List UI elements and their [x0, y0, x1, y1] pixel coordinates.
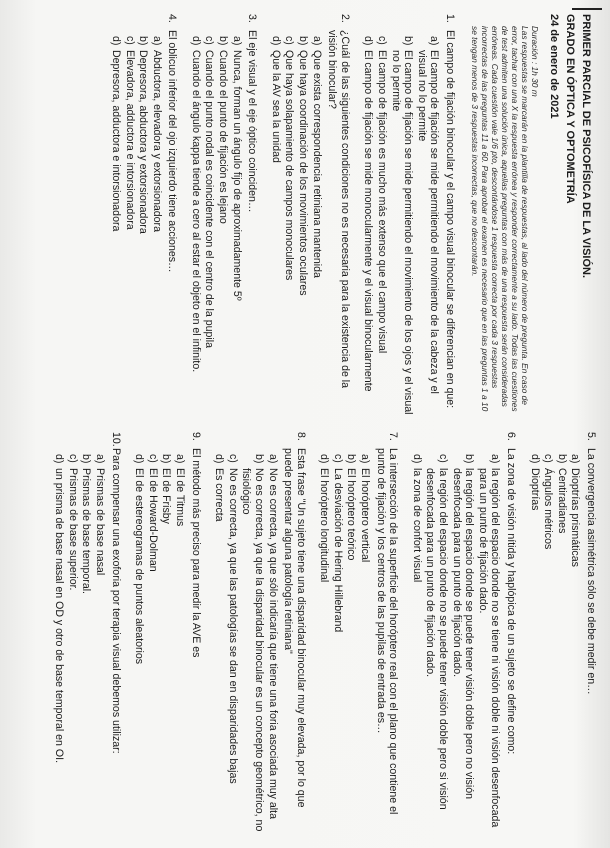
option-text: El campo de fijación es mucho más extenso que el campo visual: [376, 50, 389, 354]
answer-option: [310, 36, 323, 416]
option-letter: b): [137, 36, 150, 46]
question-stem: [584, 432, 597, 834]
option-text: Cuando el punto de fijación es lejano: [217, 50, 230, 224]
question-list-left: [109, 14, 456, 416]
option-text: Que la AV sea la unidad: [269, 50, 282, 163]
option-text: Abductora, elevadora y extorsionadora: [150, 50, 163, 232]
answer-option: [318, 454, 331, 834]
option-letter: a): [94, 454, 106, 464]
option-text: No es correcta, ya que las patologías se dan en disparidades bajas: [226, 468, 239, 784]
option-text: Centiradianes: [555, 468, 568, 534]
answer-option: [160, 454, 173, 834]
question-text: Para compensar una exoforia por terapia visual debemos utilizar:: [109, 448, 122, 754]
answer-option: [389, 36, 414, 416]
option-list: [269, 14, 322, 416]
question: [109, 14, 178, 416]
option-text: Cuando el punto nodal es coincidente con el centro de la pupila: [203, 50, 216, 349]
answer-option: [213, 454, 226, 834]
option-letter: c): [542, 454, 555, 463]
margin-rule: [572, 8, 602, 10]
option-text: El de Frisby: [160, 468, 173, 524]
duration: Duración : 1h 30 m: [530, 26, 540, 97]
question-text: Esta frase "Un sujeto tiene una disparidad binocular muy elevada, por lo que puede presentar alguna patología retiniana": [282, 448, 307, 808]
question-number: 7.: [387, 432, 400, 441]
option-letter: c): [376, 36, 389, 45]
option-letter: b): [463, 454, 476, 464]
option-text: No es correcta, ya que sólo indicaría que tiene una foria asociada muy alta: [266, 468, 279, 819]
option-text: Elevadora, adductora e intorsionadora: [123, 50, 136, 230]
option-letter: c): [66, 454, 79, 463]
left-column: [12, 14, 597, 416]
question-text: El método más preciso para medir la AVE es: [189, 448, 202, 658]
answer-option: [203, 36, 216, 416]
question-text: La convergencia asimétrica sólo se debe medir en…: [585, 448, 597, 695]
option-letter: b): [80, 454, 93, 464]
option-list: [189, 14, 242, 416]
question-number: 3.: [246, 14, 259, 23]
answer-option: [240, 454, 265, 834]
option-letter: c): [226, 454, 239, 463]
answer-option: [137, 36, 150, 416]
option-list: [133, 432, 186, 834]
answer-option: [230, 36, 243, 416]
answer-option: [80, 454, 93, 834]
option-text: Es correcta: [213, 468, 226, 522]
question-text: La intersección de la superficie del horóptero real con el plano que contiene el punto de fijación y los centros de las pupilas de entrada es…: [374, 448, 400, 815]
option-text: la región del espacio donde no se tiene ni visión doble ni visión desenfocada para un punto de fijación dado.: [476, 468, 502, 828]
option-text: Prismas de base superior.: [66, 468, 79, 591]
exam-date: 24 de enero de 2021: [548, 14, 560, 119]
question: [269, 14, 351, 416]
option-text: la región del espacio donde no se puede tener visión doble pero si visión desenfocada para un punto de fijación dado.: [424, 468, 450, 810]
answer-option: [296, 36, 309, 416]
question: [53, 432, 122, 834]
option-letter: b): [297, 36, 310, 46]
question-stem: [166, 14, 179, 416]
answer-option: [410, 454, 423, 834]
answer-option: [133, 454, 146, 834]
question: [410, 432, 517, 834]
option-letter: a): [230, 36, 243, 46]
option-text: Prismas de base temporal.: [80, 468, 93, 595]
answer-option: [375, 36, 388, 416]
option-text: Dioptrías prismáticas: [569, 468, 582, 567]
option-list: [109, 14, 162, 416]
question: [318, 432, 400, 834]
answer-option: [345, 454, 358, 834]
answer-option: [569, 454, 582, 834]
right-column: [12, 432, 597, 834]
answer-option: [93, 454, 106, 834]
option-letter: c): [331, 454, 344, 463]
option-letter: d): [410, 454, 423, 464]
option-letter: d): [189, 36, 202, 46]
option-text: Que haya solapamiento de campos monoculares: [283, 50, 296, 281]
option-text: El horóptero teórico: [345, 468, 358, 561]
question-number: 5.: [585, 432, 597, 441]
option-text: la región del espacio donde se puede tener visión doble pero no visión desenfocada para un punto de fijación dado.: [450, 468, 476, 799]
answer-option: [189, 36, 202, 416]
question-text: ¿Cuál de las siguientes condiciones no es necesaria para la existencia de la visión binocular?: [326, 30, 351, 389]
option-text: El de estereogramas de puntos aleatorios: [133, 468, 146, 665]
question: [213, 432, 307, 834]
question-text: El campo de fijación binocular y el campo visual binocular se diferencian en que:: [444, 30, 456, 409]
option-letter: d): [213, 454, 226, 464]
option-letter: c): [146, 454, 159, 463]
degree-name: GRADO EN ÓPTICA Y OPTOMETRÍA: [564, 14, 576, 204]
option-letter: d): [133, 454, 146, 464]
option-letter: a): [266, 454, 279, 464]
answer-option: [109, 36, 122, 416]
question-stem: [189, 432, 202, 834]
option-text: Depresora, adductora e intorsionadora: [109, 50, 122, 232]
instructions-text: Las respuestas se marcarán en la plantilla de respuestas, al lado del número de pregunta. En caso de error, tachar con una X la respuesta errónea y responder correctamente a su lado. Todas las cuestiones de test admiten una solución única, aquellas preguntas con más de una respuesta serán consideradas erróneas. Cada cuestión vale 1/6 pto, descontándose 1 respuesta correcta por cada 3 respuestas incorrectas de las preguntas 11 a 60. Para aprobar el examen es necesario que en las preguntas 1 a 10 se tengan menos de 3 respuestas incorrectas, que no descontarán.: [470, 26, 530, 412]
option-letter: a): [310, 36, 323, 46]
answer-option: [424, 454, 449, 834]
option-letter: b): [345, 454, 358, 464]
option-letter: c): [203, 36, 216, 45]
question-number: 4.: [166, 14, 179, 23]
option-text: El horóptero longitudinal: [318, 468, 331, 583]
option-text: El de Howard-Dolman: [146, 468, 159, 572]
question: [528, 432, 597, 834]
exam-header: [546, 14, 593, 416]
answer-option: [66, 454, 79, 834]
question-number: 2.: [338, 14, 351, 23]
option-text: Nunca, forman un ángulo fijo de aproximadamente 5º: [230, 50, 243, 301]
option-list: [528, 432, 581, 834]
option-letter: a): [489, 454, 502, 464]
question-stem: [326, 14, 351, 416]
option-letter: d): [362, 36, 375, 46]
question-stem: [443, 14, 456, 416]
question: [133, 432, 202, 834]
answer-option: [123, 36, 136, 416]
instructions: [470, 26, 540, 416]
option-letter: a): [173, 454, 186, 464]
option-letter: d): [109, 36, 122, 46]
option-text: un prisma de base nasal en OD y otro de base temporal en OI.: [53, 468, 66, 764]
option-letter: c): [123, 36, 136, 45]
question-stem: [374, 432, 399, 834]
option-text: Que exista correspondencia retiniana mantenida: [310, 50, 323, 278]
option-list: [53, 432, 106, 834]
answer-option: [283, 36, 296, 416]
answer-option: [359, 454, 372, 834]
question-stem: [246, 14, 259, 416]
question-text: La zona de visión nítida y haplópica de un sujeto se define como:: [505, 448, 518, 755]
answer-option: [173, 454, 186, 834]
option-letter: c): [437, 454, 450, 463]
option-letter: a): [569, 454, 582, 464]
answer-option: [146, 454, 159, 834]
question-number: 8.: [294, 432, 307, 441]
answer-option: [528, 454, 541, 834]
option-letter: b): [402, 36, 415, 46]
option-text: La desviación de Hering Hillebrand: [331, 468, 344, 633]
option-list: [362, 14, 441, 416]
option-list: [213, 432, 279, 834]
option-letter: d): [269, 36, 282, 46]
option-text: Depresora, abductora y extorsionadora: [137, 50, 150, 234]
option-text: Que haya coordinación de los movimientos oculares: [297, 50, 310, 296]
question-number: 10.: [109, 432, 122, 447]
option-letter: b): [252, 454, 265, 464]
answer-option: [53, 454, 66, 834]
option-letter: b): [217, 36, 230, 46]
answer-option: [226, 454, 239, 834]
option-letter: d): [53, 454, 66, 464]
option-text: El de Titmus: [173, 468, 186, 527]
question-list-right: [53, 432, 597, 834]
option-list: [410, 432, 501, 834]
question-text: El oblicuo inferior del ojo izquierdo tiene acciones…: [166, 30, 179, 273]
question-number: 6.: [505, 432, 518, 441]
option-text: No es correcta, ya que la disparidad binocular es un concepto geométrico, no fisiológico: [240, 468, 265, 832]
option-letter: d): [528, 454, 541, 464]
answer-option: [269, 36, 282, 416]
option-letter: d): [318, 454, 331, 464]
question-stem: [109, 432, 122, 834]
option-text: Dioptrías: [528, 468, 541, 511]
rotated-content: [12, 14, 597, 834]
answer-option: [415, 36, 440, 416]
option-letter: a): [428, 36, 441, 46]
answer-option: [555, 454, 568, 834]
option-text: la zona de confort visual: [410, 468, 423, 583]
option-letter: c): [283, 36, 296, 45]
answer-option: [542, 454, 555, 834]
question: [362, 14, 456, 416]
answer-option: [266, 454, 279, 834]
answer-option: [450, 454, 475, 834]
answer-option: [331, 454, 344, 834]
question: [189, 14, 258, 416]
question-number: 1.: [444, 14, 456, 23]
option-text: Cuando el ángulo kappa tiende a cero al estar el objeto en el infinito.: [189, 50, 202, 373]
option-list: [318, 432, 371, 834]
option-text: Ángulos métricos: [542, 468, 555, 550]
question-number: 9.: [189, 432, 202, 441]
question-stem: [504, 432, 517, 834]
question-stem: [282, 432, 307, 834]
option-letter: a): [359, 454, 372, 464]
option-text: El campo de fijación se mide permitiendo el movimiento de la cabeza y el visual no lo permite: [415, 50, 441, 394]
option-text: El horóptero vertical: [359, 468, 372, 563]
answer-option: [150, 36, 163, 416]
option-letter: a): [150, 36, 163, 46]
option-text: Prismas de base nasal: [94, 468, 106, 576]
answer-option: [217, 36, 230, 416]
option-letter: b): [555, 454, 568, 464]
option-text: El campo de fijación se mide monocularmente y el visual binocularmente: [362, 50, 375, 392]
option-text: El campo de fijación se mide permitiendo el movimiento de los ojos y el visual no lo permite: [389, 50, 415, 415]
exam-title: PRIMER PARCIAL DE PSICOFÍSICA DE LA VISIÓN.: [580, 14, 592, 279]
answer-option: [476, 454, 501, 834]
answer-option: [362, 36, 375, 416]
option-letter: b): [160, 454, 173, 464]
question-text: El eje visual y el eje óptico coinciden…: [246, 30, 259, 213]
